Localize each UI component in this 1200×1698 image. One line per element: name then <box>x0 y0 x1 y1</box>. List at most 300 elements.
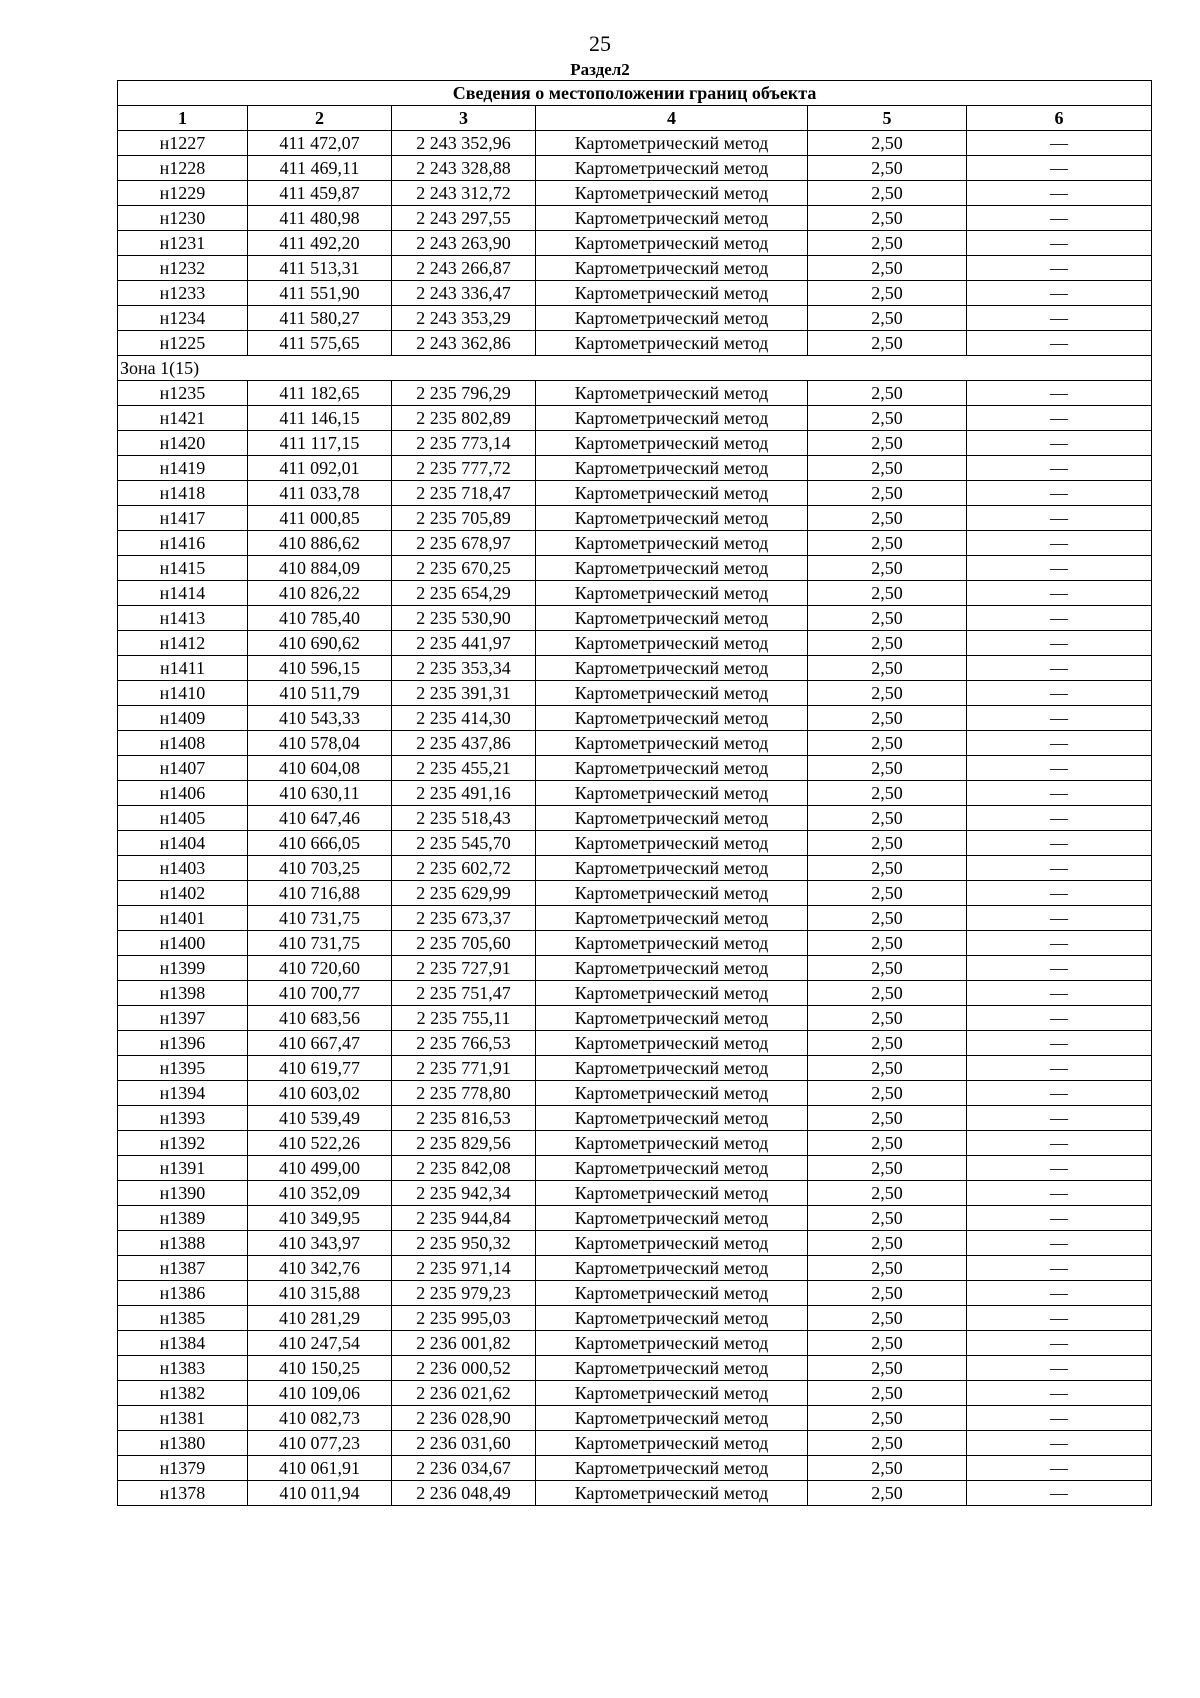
point-id-cell: н1411 <box>118 656 248 681</box>
description-cell: — <box>967 1456 1152 1481</box>
point-id-cell: н1401 <box>118 906 248 931</box>
point-id-cell: н1396 <box>118 1031 248 1056</box>
table-row <box>118 1156 1152 1181</box>
method-cell: Картометрический метод <box>536 156 808 181</box>
method-cell: Картометрический метод <box>536 1406 808 1431</box>
y-coordinate-cell: 2 235 950,32 <box>392 1231 536 1256</box>
table-row <box>118 831 1152 856</box>
y-coordinate-cell: 2 236 000,52 <box>392 1356 536 1381</box>
method-cell: Картометрический метод <box>536 506 808 531</box>
description-cell: — <box>967 706 1152 731</box>
accuracy-cell: 2,50 <box>808 1381 967 1406</box>
table-row <box>118 206 1152 231</box>
description-cell: — <box>967 231 1152 256</box>
x-coordinate-cell: 410 604,08 <box>248 756 392 781</box>
table-row <box>118 656 1152 681</box>
method-cell: Картометрический метод <box>536 1256 808 1281</box>
point-id-cell: н1380 <box>118 1431 248 1456</box>
x-coordinate-cell: 410 061,91 <box>248 1456 392 1481</box>
x-coordinate-cell: 410 578,04 <box>248 731 392 756</box>
accuracy-cell: 2,50 <box>808 381 967 406</box>
description-cell: — <box>967 456 1152 481</box>
description-cell: — <box>967 1206 1152 1231</box>
method-cell: Картометрический метод <box>536 256 808 281</box>
x-coordinate-cell: 411 182,65 <box>248 381 392 406</box>
column-header: 4 <box>536 106 808 131</box>
description-cell: — <box>967 1381 1152 1406</box>
y-coordinate-cell: 2 235 778,80 <box>392 1081 536 1106</box>
table-row <box>118 1406 1152 1431</box>
description-cell: — <box>967 1331 1152 1356</box>
description-cell: — <box>967 631 1152 656</box>
method-cell: Картометрический метод <box>536 1281 808 1306</box>
accuracy-cell: 2,50 <box>808 1081 967 1106</box>
method-cell: Картометрический метод <box>536 181 808 206</box>
table-row <box>118 256 1152 281</box>
description-cell: — <box>967 1356 1152 1381</box>
y-coordinate-cell: 2 235 971,14 <box>392 1256 536 1281</box>
method-cell: Картометрический метод <box>536 1081 808 1106</box>
description-cell: — <box>967 1406 1152 1431</box>
method-cell: Картометрический метод <box>536 931 808 956</box>
accuracy-cell: 2,50 <box>808 781 967 806</box>
method-cell: Картометрический метод <box>536 1131 808 1156</box>
point-id-cell: н1391 <box>118 1156 248 1181</box>
column-header-row <box>118 106 1152 131</box>
y-coordinate-cell: 2 243 312,72 <box>392 181 536 206</box>
accuracy-cell: 2,50 <box>808 656 967 681</box>
description-cell: — <box>967 606 1152 631</box>
description-cell: — <box>967 1481 1152 1506</box>
table-row <box>118 431 1152 456</box>
y-coordinate-cell: 2 235 441,97 <box>392 631 536 656</box>
accuracy-cell: 2,50 <box>808 1481 967 1506</box>
description-cell: — <box>967 556 1152 581</box>
description-cell: — <box>967 381 1152 406</box>
description-cell: — <box>967 981 1152 1006</box>
x-coordinate-cell: 411 000,85 <box>248 506 392 531</box>
point-id-cell: н1232 <box>118 256 248 281</box>
point-id-cell: н1397 <box>118 1006 248 1031</box>
y-coordinate-cell: 2 235 518,43 <box>392 806 536 831</box>
method-cell: Картометрический метод <box>536 231 808 256</box>
point-id-cell: н1405 <box>118 806 248 831</box>
method-cell: Картометрический метод <box>536 606 808 631</box>
method-cell: Картометрический метод <box>536 306 808 331</box>
accuracy-cell: 2,50 <box>808 206 967 231</box>
point-id-cell: н1400 <box>118 931 248 956</box>
accuracy-cell: 2,50 <box>808 406 967 431</box>
description-cell: — <box>967 881 1152 906</box>
x-coordinate-cell: 410 619,77 <box>248 1056 392 1081</box>
table-row <box>118 1106 1152 1131</box>
y-coordinate-cell: 2 235 727,91 <box>392 956 536 981</box>
method-cell: Картометрический метод <box>536 1156 808 1181</box>
y-coordinate-cell: 2 235 455,21 <box>392 756 536 781</box>
point-id-cell: н1378 <box>118 1481 248 1506</box>
table-row <box>118 1456 1152 1481</box>
method-cell: Картометрический метод <box>536 631 808 656</box>
method-cell: Картометрический метод <box>536 681 808 706</box>
accuracy-cell: 2,50 <box>808 706 967 731</box>
point-id-cell: н1404 <box>118 831 248 856</box>
method-cell: Картометрический метод <box>536 1231 808 1256</box>
accuracy-cell: 2,50 <box>808 1131 967 1156</box>
table-row <box>118 881 1152 906</box>
method-cell: Картометрический метод <box>536 381 808 406</box>
table-row <box>118 706 1152 731</box>
column-header: 2 <box>248 106 392 131</box>
point-id-cell: н1407 <box>118 756 248 781</box>
table-row <box>118 1331 1152 1356</box>
zone-row <box>118 356 1152 381</box>
table-row <box>118 281 1152 306</box>
page-number: 25 <box>589 31 611 56</box>
x-coordinate-cell: 410 499,00 <box>248 1156 392 1181</box>
point-id-cell: н1416 <box>118 531 248 556</box>
accuracy-cell: 2,50 <box>808 831 967 856</box>
accuracy-cell: 2,50 <box>808 731 967 756</box>
method-cell: Картометрический метод <box>536 1331 808 1356</box>
y-coordinate-cell: 2 235 530,90 <box>392 606 536 631</box>
point-id-cell: н1388 <box>118 1231 248 1256</box>
y-coordinate-cell: 2 235 353,34 <box>392 656 536 681</box>
zone-label: Зона 1(15) <box>118 356 1152 381</box>
description-cell: — <box>967 856 1152 881</box>
point-id-cell: н1402 <box>118 881 248 906</box>
x-coordinate-cell: 410 082,73 <box>248 1406 392 1431</box>
y-coordinate-cell: 2 243 362,86 <box>392 331 536 356</box>
point-id-cell: н1228 <box>118 156 248 181</box>
point-id-cell: н1408 <box>118 731 248 756</box>
y-coordinate-cell: 2 235 944,84 <box>392 1206 536 1231</box>
point-id-cell: н1387 <box>118 1256 248 1281</box>
accuracy-cell: 2,50 <box>808 906 967 931</box>
x-coordinate-cell: 410 349,95 <box>248 1206 392 1231</box>
table-row <box>118 1306 1152 1331</box>
x-coordinate-cell: 410 315,88 <box>248 1281 392 1306</box>
accuracy-cell: 2,50 <box>808 1056 967 1081</box>
description-cell: — <box>967 431 1152 456</box>
table-row <box>118 406 1152 431</box>
method-cell: Картометрический метод <box>536 856 808 881</box>
point-id-cell: н1392 <box>118 1131 248 1156</box>
accuracy-cell: 2,50 <box>808 1306 967 1331</box>
description-cell: — <box>967 906 1152 931</box>
x-coordinate-cell: 411 480,98 <box>248 206 392 231</box>
description-cell: — <box>967 781 1152 806</box>
method-cell: Картометрический метод <box>536 1031 808 1056</box>
y-coordinate-cell: 2 243 328,88 <box>392 156 536 181</box>
y-coordinate-cell: 2 235 842,08 <box>392 1156 536 1181</box>
description-cell: — <box>967 656 1152 681</box>
method-cell: Картометрический метод <box>536 1056 808 1081</box>
point-id-cell: н1418 <box>118 481 248 506</box>
accuracy-cell: 2,50 <box>808 1431 967 1456</box>
point-id-cell: н1393 <box>118 1106 248 1131</box>
description-cell: — <box>967 1031 1152 1056</box>
x-coordinate-cell: 410 683,56 <box>248 1006 392 1031</box>
x-coordinate-cell: 411 575,65 <box>248 331 392 356</box>
y-coordinate-cell: 2 235 718,47 <box>392 481 536 506</box>
y-coordinate-cell: 2 235 705,60 <box>392 931 536 956</box>
accuracy-cell: 2,50 <box>808 131 967 156</box>
description-cell: — <box>967 1281 1152 1306</box>
x-coordinate-cell: 410 731,75 <box>248 931 392 956</box>
coordinates-table <box>117 80 1152 1506</box>
description-cell: — <box>967 1056 1152 1081</box>
y-coordinate-cell: 2 235 771,91 <box>392 1056 536 1081</box>
accuracy-cell: 2,50 <box>808 1031 967 1056</box>
table-row <box>118 556 1152 581</box>
table-row <box>118 731 1152 756</box>
table-row <box>118 156 1152 181</box>
y-coordinate-cell: 2 235 979,23 <box>392 1281 536 1306</box>
y-coordinate-cell: 2 235 773,14 <box>392 431 536 456</box>
point-id-cell: н1383 <box>118 1356 248 1381</box>
x-coordinate-cell: 410 731,75 <box>248 906 392 931</box>
x-coordinate-cell: 410 539,49 <box>248 1106 392 1131</box>
description-cell: — <box>967 506 1152 531</box>
method-cell: Картометрический метод <box>536 656 808 681</box>
x-coordinate-cell: 410 543,33 <box>248 706 392 731</box>
x-coordinate-cell: 411 092,01 <box>248 456 392 481</box>
table-row <box>118 906 1152 931</box>
method-cell: Картометрический метод <box>536 1381 808 1406</box>
accuracy-cell: 2,50 <box>808 1206 967 1231</box>
description-cell: — <box>967 1131 1152 1156</box>
method-cell: Картометрический метод <box>536 1306 808 1331</box>
point-id-cell: н1379 <box>118 1456 248 1481</box>
column-header: 3 <box>392 106 536 131</box>
table-row <box>118 981 1152 1006</box>
table-row <box>118 806 1152 831</box>
table-row <box>118 631 1152 656</box>
x-coordinate-cell: 410 700,77 <box>248 981 392 1006</box>
method-cell: Картометрический метод <box>536 1481 808 1506</box>
point-id-cell: н1231 <box>118 231 248 256</box>
description-cell: — <box>967 406 1152 431</box>
y-coordinate-cell: 2 235 673,37 <box>392 906 536 931</box>
point-id-cell: н1399 <box>118 956 248 981</box>
table-row <box>118 331 1152 356</box>
accuracy-cell: 2,50 <box>808 456 967 481</box>
y-coordinate-cell: 2 235 654,29 <box>392 581 536 606</box>
accuracy-cell: 2,50 <box>808 331 967 356</box>
table-row <box>118 1031 1152 1056</box>
accuracy-cell: 2,50 <box>808 256 967 281</box>
accuracy-cell: 2,50 <box>808 506 967 531</box>
table-row <box>118 1206 1152 1231</box>
description-cell: — <box>967 681 1152 706</box>
method-cell: Картометрический метод <box>536 756 808 781</box>
method-cell: Картометрический метод <box>536 881 808 906</box>
point-id-cell: н1389 <box>118 1206 248 1231</box>
y-coordinate-cell: 2 243 266,87 <box>392 256 536 281</box>
column-header: 1 <box>118 106 248 131</box>
description-cell: — <box>967 1231 1152 1256</box>
table-row <box>118 1281 1152 1306</box>
accuracy-cell: 2,50 <box>808 531 967 556</box>
accuracy-cell: 2,50 <box>808 431 967 456</box>
description-cell: — <box>967 1181 1152 1206</box>
table-row <box>118 681 1152 706</box>
point-id-cell: н1403 <box>118 856 248 881</box>
point-id-cell: н1385 <box>118 1306 248 1331</box>
accuracy-cell: 2,50 <box>808 931 967 956</box>
description-cell: — <box>967 181 1152 206</box>
point-id-cell: н1410 <box>118 681 248 706</box>
point-id-cell: н1381 <box>118 1406 248 1431</box>
point-id-cell: н1398 <box>118 981 248 1006</box>
point-id-cell: н1390 <box>118 1181 248 1206</box>
column-header: 5 <box>808 106 967 131</box>
y-coordinate-cell: 2 235 995,03 <box>392 1306 536 1331</box>
y-coordinate-cell: 2 235 766,53 <box>392 1031 536 1056</box>
x-coordinate-cell: 410 884,09 <box>248 556 392 581</box>
accuracy-cell: 2,50 <box>808 1256 967 1281</box>
point-id-cell: н1417 <box>118 506 248 531</box>
description-cell: — <box>967 1106 1152 1131</box>
table-row <box>118 481 1152 506</box>
method-cell: Картометрический метод <box>536 956 808 981</box>
method-cell: Картометрический метод <box>536 131 808 156</box>
method-cell: Картометрический метод <box>536 781 808 806</box>
table-row <box>118 1231 1152 1256</box>
y-coordinate-cell: 2 235 629,99 <box>392 881 536 906</box>
method-cell: Картометрический метод <box>536 1181 808 1206</box>
accuracy-cell: 2,50 <box>808 1456 967 1481</box>
table-row <box>118 1356 1152 1381</box>
accuracy-cell: 2,50 <box>808 881 967 906</box>
description-cell: — <box>967 306 1152 331</box>
description-cell: — <box>967 331 1152 356</box>
method-cell: Картометрический метод <box>536 981 808 1006</box>
x-coordinate-cell: 410 666,05 <box>248 831 392 856</box>
point-id-cell: н1414 <box>118 581 248 606</box>
description-cell: — <box>967 1156 1152 1181</box>
table-row <box>118 306 1152 331</box>
table-caption: Сведения о местоположении границ объекта <box>118 81 1152 106</box>
description-cell: — <box>967 731 1152 756</box>
y-coordinate-cell: 2 235 829,56 <box>392 1131 536 1156</box>
x-coordinate-cell: 411 033,78 <box>248 481 392 506</box>
x-coordinate-cell: 411 551,90 <box>248 281 392 306</box>
x-coordinate-cell: 410 703,25 <box>248 856 392 881</box>
accuracy-cell: 2,50 <box>808 156 967 181</box>
description-cell: — <box>967 956 1152 981</box>
table-row <box>118 1131 1152 1156</box>
x-coordinate-cell: 410 352,09 <box>248 1181 392 1206</box>
accuracy-cell: 2,50 <box>808 481 967 506</box>
point-id-cell: н1382 <box>118 1381 248 1406</box>
y-coordinate-cell: 2 243 352,96 <box>392 131 536 156</box>
description-cell: — <box>967 481 1152 506</box>
accuracy-cell: 2,50 <box>808 1006 967 1031</box>
y-coordinate-cell: 2 243 297,55 <box>392 206 536 231</box>
x-coordinate-cell: 411 117,15 <box>248 431 392 456</box>
point-id-cell: н1421 <box>118 406 248 431</box>
x-coordinate-cell: 410 077,23 <box>248 1431 392 1456</box>
table-body <box>118 131 1152 1506</box>
table-row <box>118 1431 1152 1456</box>
table-row <box>118 1081 1152 1106</box>
point-id-cell: н1235 <box>118 381 248 406</box>
accuracy-cell: 2,50 <box>808 631 967 656</box>
y-coordinate-cell: 2 243 353,29 <box>392 306 536 331</box>
x-coordinate-cell: 411 472,07 <box>248 131 392 156</box>
table-row <box>118 1481 1152 1506</box>
column-header: 6 <box>967 106 1152 131</box>
table-row <box>118 231 1152 256</box>
accuracy-cell: 2,50 <box>808 281 967 306</box>
point-id-cell: н1415 <box>118 556 248 581</box>
description-cell: — <box>967 1431 1152 1456</box>
x-coordinate-cell: 410 785,40 <box>248 606 392 631</box>
accuracy-cell: 2,50 <box>808 756 967 781</box>
description-cell: — <box>967 1256 1152 1281</box>
x-coordinate-cell: 410 011,94 <box>248 1481 392 1506</box>
method-cell: Картометрический метод <box>536 731 808 756</box>
method-cell: Картометрический метод <box>536 831 808 856</box>
accuracy-cell: 2,50 <box>808 981 967 1006</box>
description-cell: — <box>967 831 1152 856</box>
method-cell: Картометрический метод <box>536 1431 808 1456</box>
method-cell: Картометрический метод <box>536 331 808 356</box>
y-coordinate-cell: 2 235 545,70 <box>392 831 536 856</box>
description-cell: — <box>967 281 1152 306</box>
x-coordinate-cell: 411 492,20 <box>248 231 392 256</box>
accuracy-cell: 2,50 <box>808 1356 967 1381</box>
table-row <box>118 931 1152 956</box>
accuracy-cell: 2,50 <box>808 1331 967 1356</box>
x-coordinate-cell: 410 603,02 <box>248 1081 392 1106</box>
method-cell: Картометрический метод <box>536 1006 808 1031</box>
table-row <box>118 856 1152 881</box>
point-id-cell: н1229 <box>118 181 248 206</box>
table-row <box>118 781 1152 806</box>
x-coordinate-cell: 411 459,87 <box>248 181 392 206</box>
accuracy-cell: 2,50 <box>808 856 967 881</box>
y-coordinate-cell: 2 235 816,53 <box>392 1106 536 1131</box>
method-cell: Картометрический метод <box>536 531 808 556</box>
table-header <box>118 81 1152 131</box>
accuracy-cell: 2,50 <box>808 806 967 831</box>
x-coordinate-cell: 410 596,15 <box>248 656 392 681</box>
method-cell: Картометрический метод <box>536 1106 808 1131</box>
table-row <box>118 956 1152 981</box>
accuracy-cell: 2,50 <box>808 1406 967 1431</box>
description-cell: — <box>967 206 1152 231</box>
table-row <box>118 456 1152 481</box>
table-row <box>118 756 1152 781</box>
point-id-cell: н1394 <box>118 1081 248 1106</box>
table-row <box>118 1181 1152 1206</box>
method-cell: Картометрический метод <box>536 481 808 506</box>
description-cell: — <box>967 581 1152 606</box>
point-id-cell: н1227 <box>118 131 248 156</box>
point-id-cell: н1409 <box>118 706 248 731</box>
description-cell: — <box>967 156 1152 181</box>
description-cell: — <box>967 256 1152 281</box>
x-coordinate-cell: 410 667,47 <box>248 1031 392 1056</box>
x-coordinate-cell: 410 511,79 <box>248 681 392 706</box>
point-id-cell: н1419 <box>118 456 248 481</box>
accuracy-cell: 2,50 <box>808 1181 967 1206</box>
y-coordinate-cell: 2 235 678,97 <box>392 531 536 556</box>
x-coordinate-cell: 410 826,22 <box>248 581 392 606</box>
method-cell: Картометрический метод <box>536 206 808 231</box>
